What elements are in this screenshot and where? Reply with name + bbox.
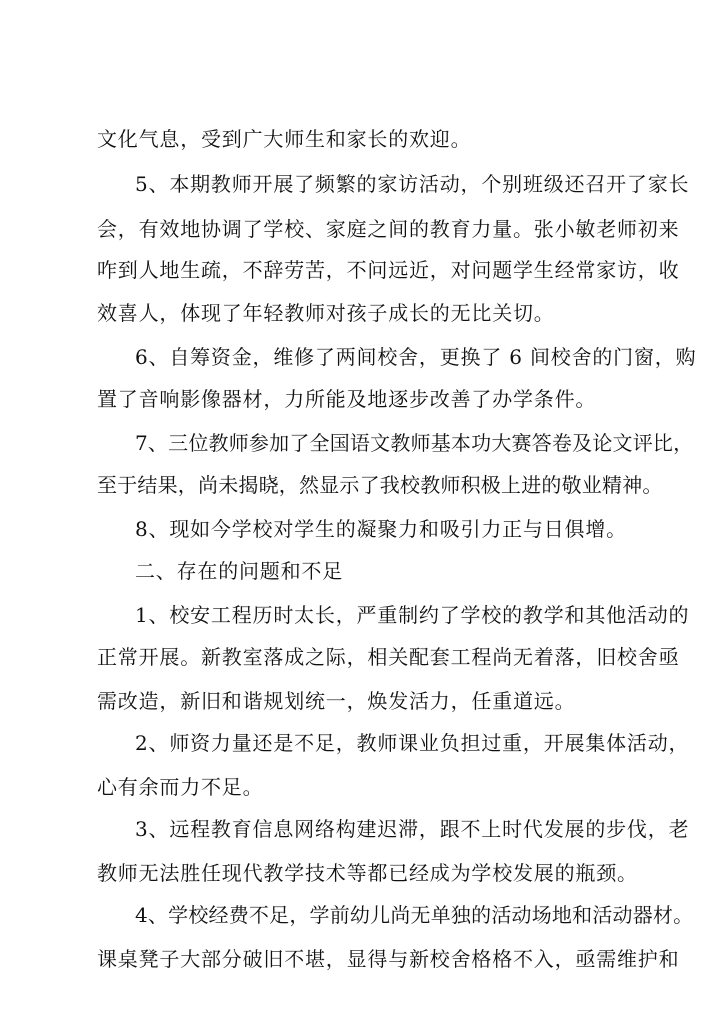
text-line: 3、远程教育信息网络构建迟滞，跟不上时代发展的步伐，老 (135, 817, 690, 841)
text-line: 1、校安工程历时太长，严重制约了学校的教学和其他活动的 (135, 603, 690, 627)
text-line: 2、师资力量还是不足，教师课业负担过重，开展集体活动， (135, 731, 690, 755)
text-line: 文化气息，受到广大师生和家长的欢迎。 (97, 127, 472, 151)
text-line: 4、学校经费不足，学前幼儿尚无单独的活动场地和活动器材。 (135, 903, 694, 927)
text-line: 正常开展。新教室落成之际，相关配套工程尚无着落，旧校舍亟 (97, 645, 680, 669)
text-line: 置了音响影像器材，力所能及地逐步改善了办学条件。 (97, 387, 597, 411)
text-line: 至于结果，尚未揭晓，然显示了我校教师积极上进的敬业精神。 (97, 473, 663, 497)
text-line: 8、现如今学校对学生的凝聚力和吸引力正与日俱增。 (135, 517, 627, 541)
text-line: 需改造，新旧和谐规划统一，焕发活力，任重道远。 (97, 689, 576, 713)
text-line: 教师无法胜任现代教学技术等都已经成为学校发展的瓶颈。 (97, 861, 638, 885)
text-line: 5、本期教师开展了频繁的家访活动，个别班级还召开了家长 (135, 172, 690, 196)
text-line: 7、三位教师参加了全国语文教师基本功大赛答卷及论文评比， (135, 431, 694, 455)
text-line: 6、自筹资金，维修了两间校舍，更换了 6 间校舍的门窗，购 (135, 345, 697, 369)
text-line: 咋到人地生疏，不辞劳苦，不问远近，对问题学生经常家访，收 (97, 258, 680, 282)
text-line: 效喜人，体现了年轻教师对孩子成长的无比关切。 (97, 301, 555, 325)
text-line: 会，有效地协调了学校、家庭之间的教育力量。张小敏老师初来 (97, 217, 680, 241)
text-line: 心有余而力不足。 (97, 775, 264, 799)
section-heading: 二、存在的问题和不足 (135, 559, 343, 583)
text-line: 课桌凳子大部分破旧不堪，显得与新校舍格格不入，亟需维护和 (97, 947, 680, 971)
